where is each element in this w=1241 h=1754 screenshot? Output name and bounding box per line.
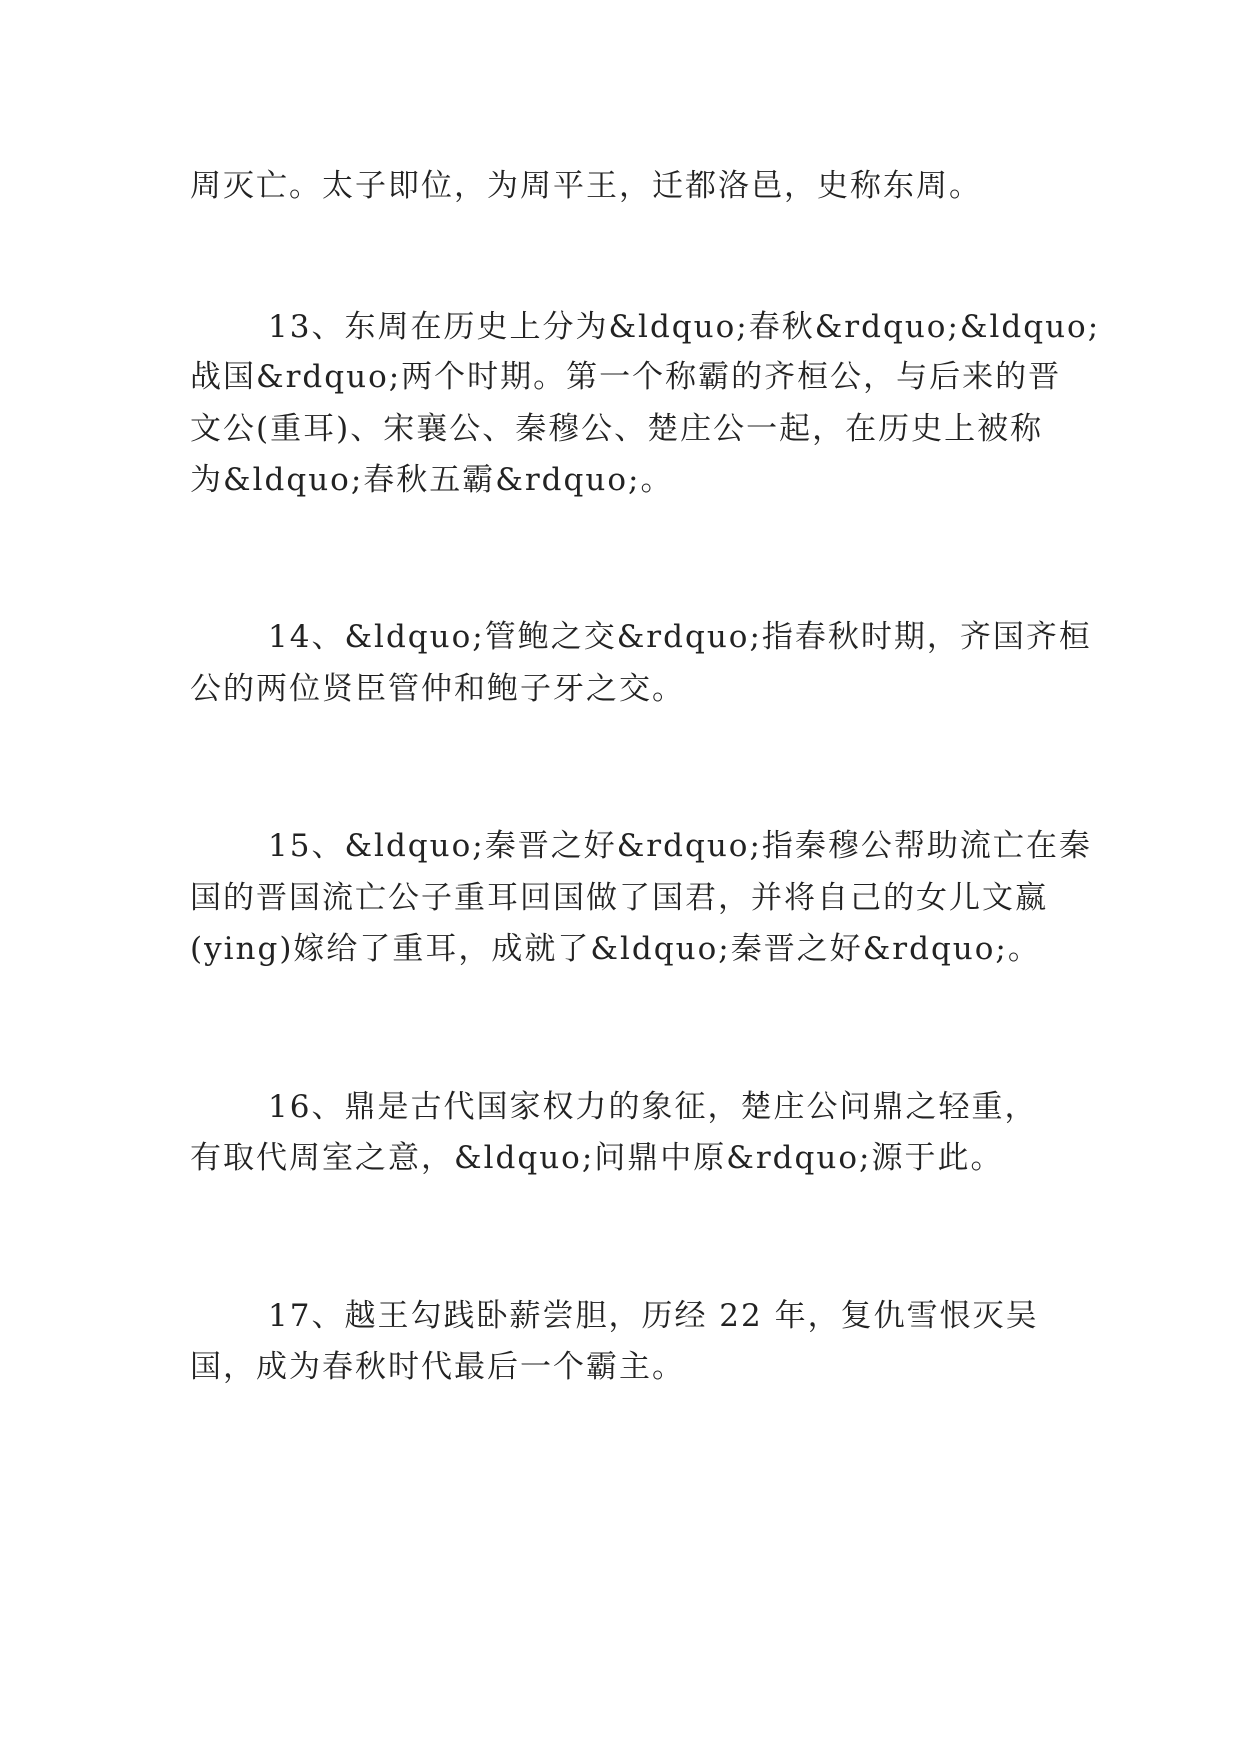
text-line-12: 有取代周室之意，&ldquo;问鼎中原&rdquo;源于此。 (190, 1140, 1004, 1176)
text-line-9: 国的晋国流亡公子重耳回国做了国君，并将自己的女儿文嬴 (190, 880, 1048, 916)
text-line-7: 公的两位贤臣管仲和鲍子牙之交。 (190, 671, 685, 707)
text-line-14: 国，成为春秋时代最后一个霸主。 (190, 1349, 685, 1385)
text-line-4: 文公(重耳)、宋襄公、秦穆公、楚庄公一起，在历史上被称 (190, 411, 1044, 447)
text-line-1: 周灭亡。太子即位，为周平王，迁都洛邑，史称东周。 (190, 168, 982, 204)
text-line-6: 14、&ldquo;管鲍之交&rdquo;指春秋时期，齐国齐桓 (268, 619, 1092, 655)
text-line-13: 17、越王勾践卧薪尝胆，历经 22 年，复仇雪恨灭吴 (268, 1298, 1039, 1334)
text-line-5: 为&ldquo;春秋五霸&rdquo;。 (190, 462, 674, 498)
text-line-11: 16、鼎是古代国家权力的象征，楚庄公问鼎之轻重， (268, 1089, 1038, 1125)
text-line-10: (ying)嫁给了重耳，成就了&ldquo;秦晋之好&rdquo;。 (190, 931, 1041, 967)
text-line-3: 战国&rdquo;两个时期。第一个称霸的齐桓公，与后来的晋 (190, 359, 1062, 395)
text-line-2: 13、东周在历史上分为&ldquo;春秋&rdquo;&ldquo; (268, 309, 1101, 345)
text-line-8: 15、&ldquo;秦晋之好&rdquo;指秦穆公帮助流亡在秦 (268, 828, 1092, 864)
